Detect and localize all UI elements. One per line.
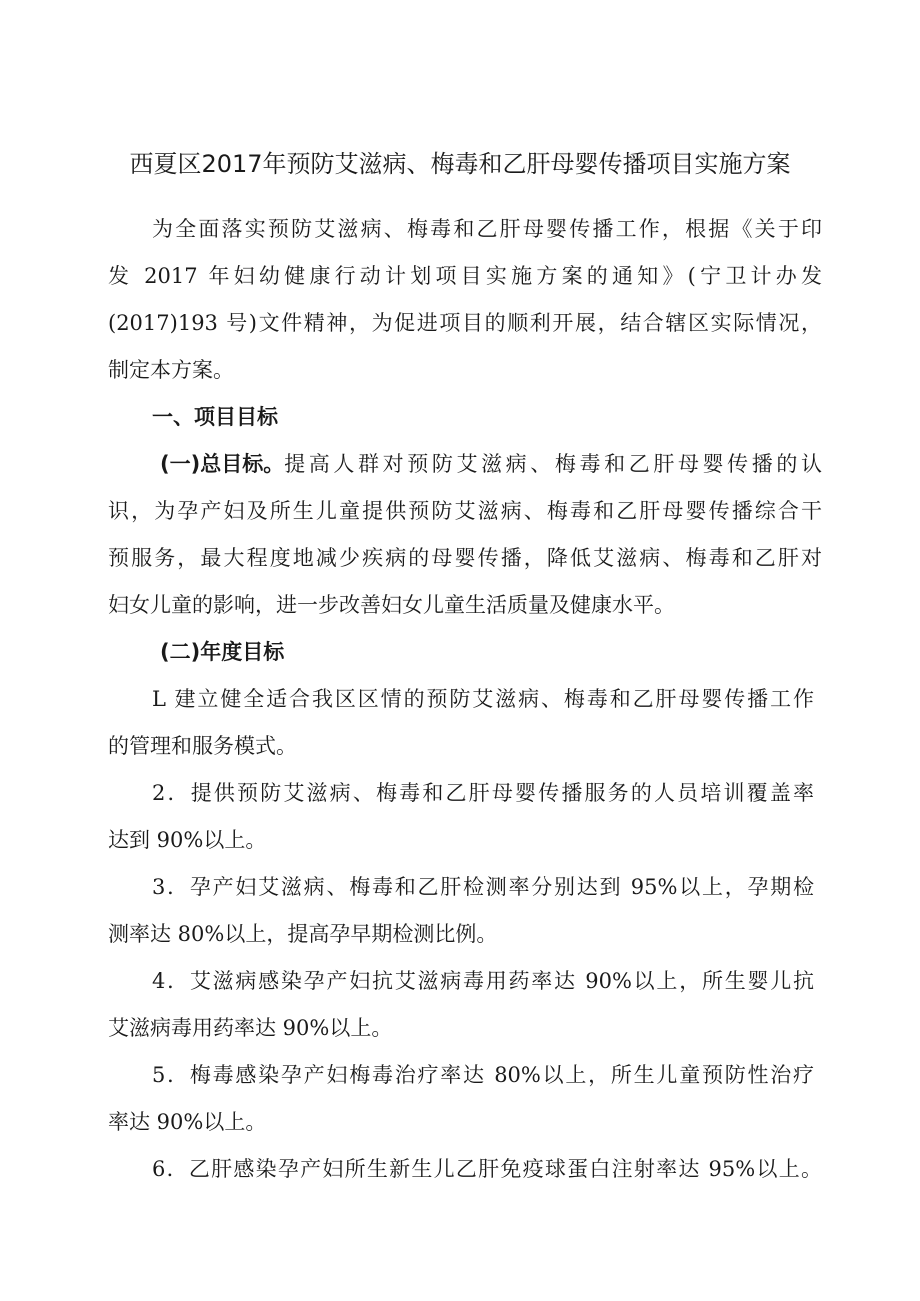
- annual-item-6-line-1: 6．乙肝感染孕产妇所生新生儿乙肝免疫球蛋白注射率达 95%以上。: [152, 1157, 822, 1181]
- intro-line-4: 制定本方案。: [108, 358, 234, 382]
- annual-item-2-line-1: 2．提供预防艾滋病、梅毒和乙肝母婴传播服务的人员培训覆盖率: [152, 781, 814, 805]
- overall-goal-line-2: 识，为孕产妇及所生儿童提供预防艾滋病、梅毒和乙肝母婴传播综合干: [108, 499, 822, 523]
- section-heading-project-goals: 一、项目目标: [152, 405, 278, 429]
- overall-goal-line-4: 妇女儿童的影响，进一步改善妇女儿童生活质量及健康水平。: [108, 593, 675, 617]
- annual-item-1-line-2: 的管理和服务模式。: [108, 734, 297, 758]
- annual-item-3-line-2: 测率达 80%以上，提高孕早期检测比例。: [108, 922, 498, 946]
- intro-line-2: 发 2017 年妇幼健康行动计划项目实施方案的通知》(宁卫计办发: [108, 264, 822, 288]
- intro-line-3: (2017)193 号)文件精神，为促进项目的顺利开展，结合辖区实际情况，: [108, 311, 822, 335]
- annual-item-2-line-2: 达到 90%以上。: [108, 828, 267, 852]
- annual-item-1-line-1: L 建立健全适合我区区情的预防艾滋病、梅毒和乙肝母婴传播工作: [152, 687, 814, 711]
- annual-item-4-line-1: 4．艾滋病感染孕产妇抗艾滋病毒用药率达 90%以上，所生婴儿抗: [152, 969, 814, 993]
- annual-item-5-line-1: 5．梅毒感染孕产妇梅毒治疗率达 80%以上，所生儿童预防性治疗: [152, 1063, 814, 1087]
- annual-item-3-line-1: 3．孕产妇艾滋病、梅毒和乙肝检测率分别达到 95%以上，孕期检: [152, 875, 814, 899]
- overall-goal-text: 提高人群对预防艾滋病、梅毒和乙肝母婴传播的认: [284, 452, 822, 476]
- annual-goal-label: (二)年度目标: [160, 640, 285, 664]
- annual-item-5-line-2: 率达 90%以上。: [108, 1110, 267, 1134]
- intro-line-1: 为全面落实预防艾滋病、梅毒和乙肝母婴传播工作，根据《关于印: [152, 217, 822, 241]
- overall-goal-label: (一)总目标。: [160, 452, 285, 476]
- annual-item-4-line-2: 艾滋病毒用药率达 90%以上。: [108, 1016, 393, 1040]
- overall-goal-line-3: 预服务，最大程度地减少疾病的母婴传播，降低艾滋病、梅毒和乙肝对: [108, 546, 822, 570]
- document-title: 西夏区2017年预防艾滋病、梅毒和乙肝母婴传播项目实施方案: [129, 150, 791, 178]
- overall-goal-first-line: [160, 449, 822, 479]
